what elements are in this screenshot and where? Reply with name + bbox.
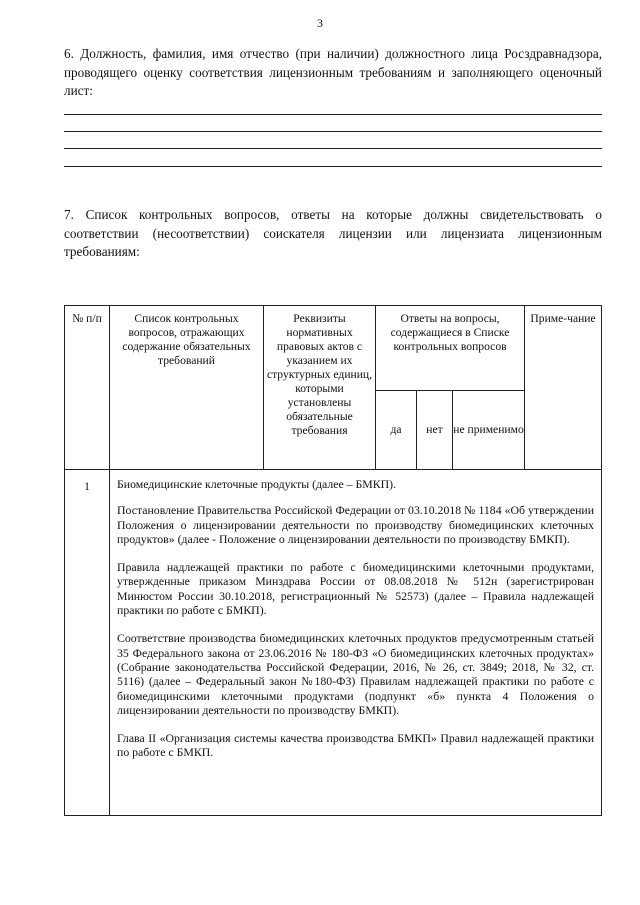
header-answers: Ответы на вопросы, содержащиеся в Списке контрольных вопросов	[376, 306, 525, 391]
header-no: нет	[417, 391, 453, 470]
row-paragraph: Глава II «Организация системы качества производства БМКП» Правил надлежащей практики по работе с БМКП.	[117, 731, 595, 760]
header-yes: да	[376, 391, 417, 470]
fill-in-line	[64, 131, 602, 132]
header-questions: Список контрольных вопросов, отражающих содержание обязательных требований	[110, 306, 264, 470]
header-num: № п/п	[65, 306, 110, 470]
fill-in-line	[64, 114, 602, 115]
section-6-paragraph: 6. Должность, фамилия, имя отчество (при наличии) должностного лица Росздравнадзора, проводящего оценку соответствия лицензионным требованиям и заполняющего оценочный лист:	[64, 46, 602, 98]
fill-in-line	[64, 166, 602, 167]
row-content	[110, 470, 602, 816]
checklist-table	[64, 305, 602, 816]
page-number: 3	[317, 16, 323, 30]
row-title: Биомедицинские клеточные продукты (далее – БМКП).	[117, 477, 397, 491]
header-note: Приме-чание	[525, 306, 602, 470]
row-paragraph: Правила надлежащей практики по работе с биомедицинскими клеточными продуктами, утвержденные приказом Минздрава России от 08.08.2018 № 512н (зарегистрирован Минюстом России 30.10.2018, регистрационный № 52573) (далее – Правила надлежащей практики по работе с БМКП).	[117, 560, 595, 618]
header-requisites: Реквизиты нормативных правовых актов с указанием их структурных единиц, которыми установлены обязательные требования	[264, 306, 376, 470]
row-number: 1	[65, 470, 110, 816]
fill-in-line	[64, 148, 602, 149]
header-not-applicable: не применимо	[453, 391, 525, 470]
table-row	[65, 470, 602, 816]
row-paragraph: Постановление Правительства Российской Федерации от 03.10.2018 № 1184 «Об утверждении Положения о лицензировании деятельности по производству биомедицинских клеточных продуктов» (далее - Положение о лицензировании деятельности по производству БМКП).	[117, 503, 595, 546]
section-7-paragraph: 7. Список контрольных вопросов, ответы на которые должны свидетельствовать о соответствии (несоответствии) соискателя лицензии или лицензиата лицензионным требованиям:	[64, 207, 602, 259]
row-paragraph: Соответствие производства биомедицинских клеточных продуктов предусмотренным статьей 35 Федерального закона от 23.06.2016 № 180-ФЗ «О биомедицинских клеточных продуктах» (Собрание законодательства Российской Федерации, 2016, № 26, ст. 3849; 2018, № 32, ст. 5116) (далее – Федеральный закон №180-ФЗ) Правилам надлежащей практики по работе с биомедицинскими клеточными продуктами (подпункт «б» пункта 4 Положения о лицензировании деятельности по производству БМКП).	[117, 631, 595, 717]
